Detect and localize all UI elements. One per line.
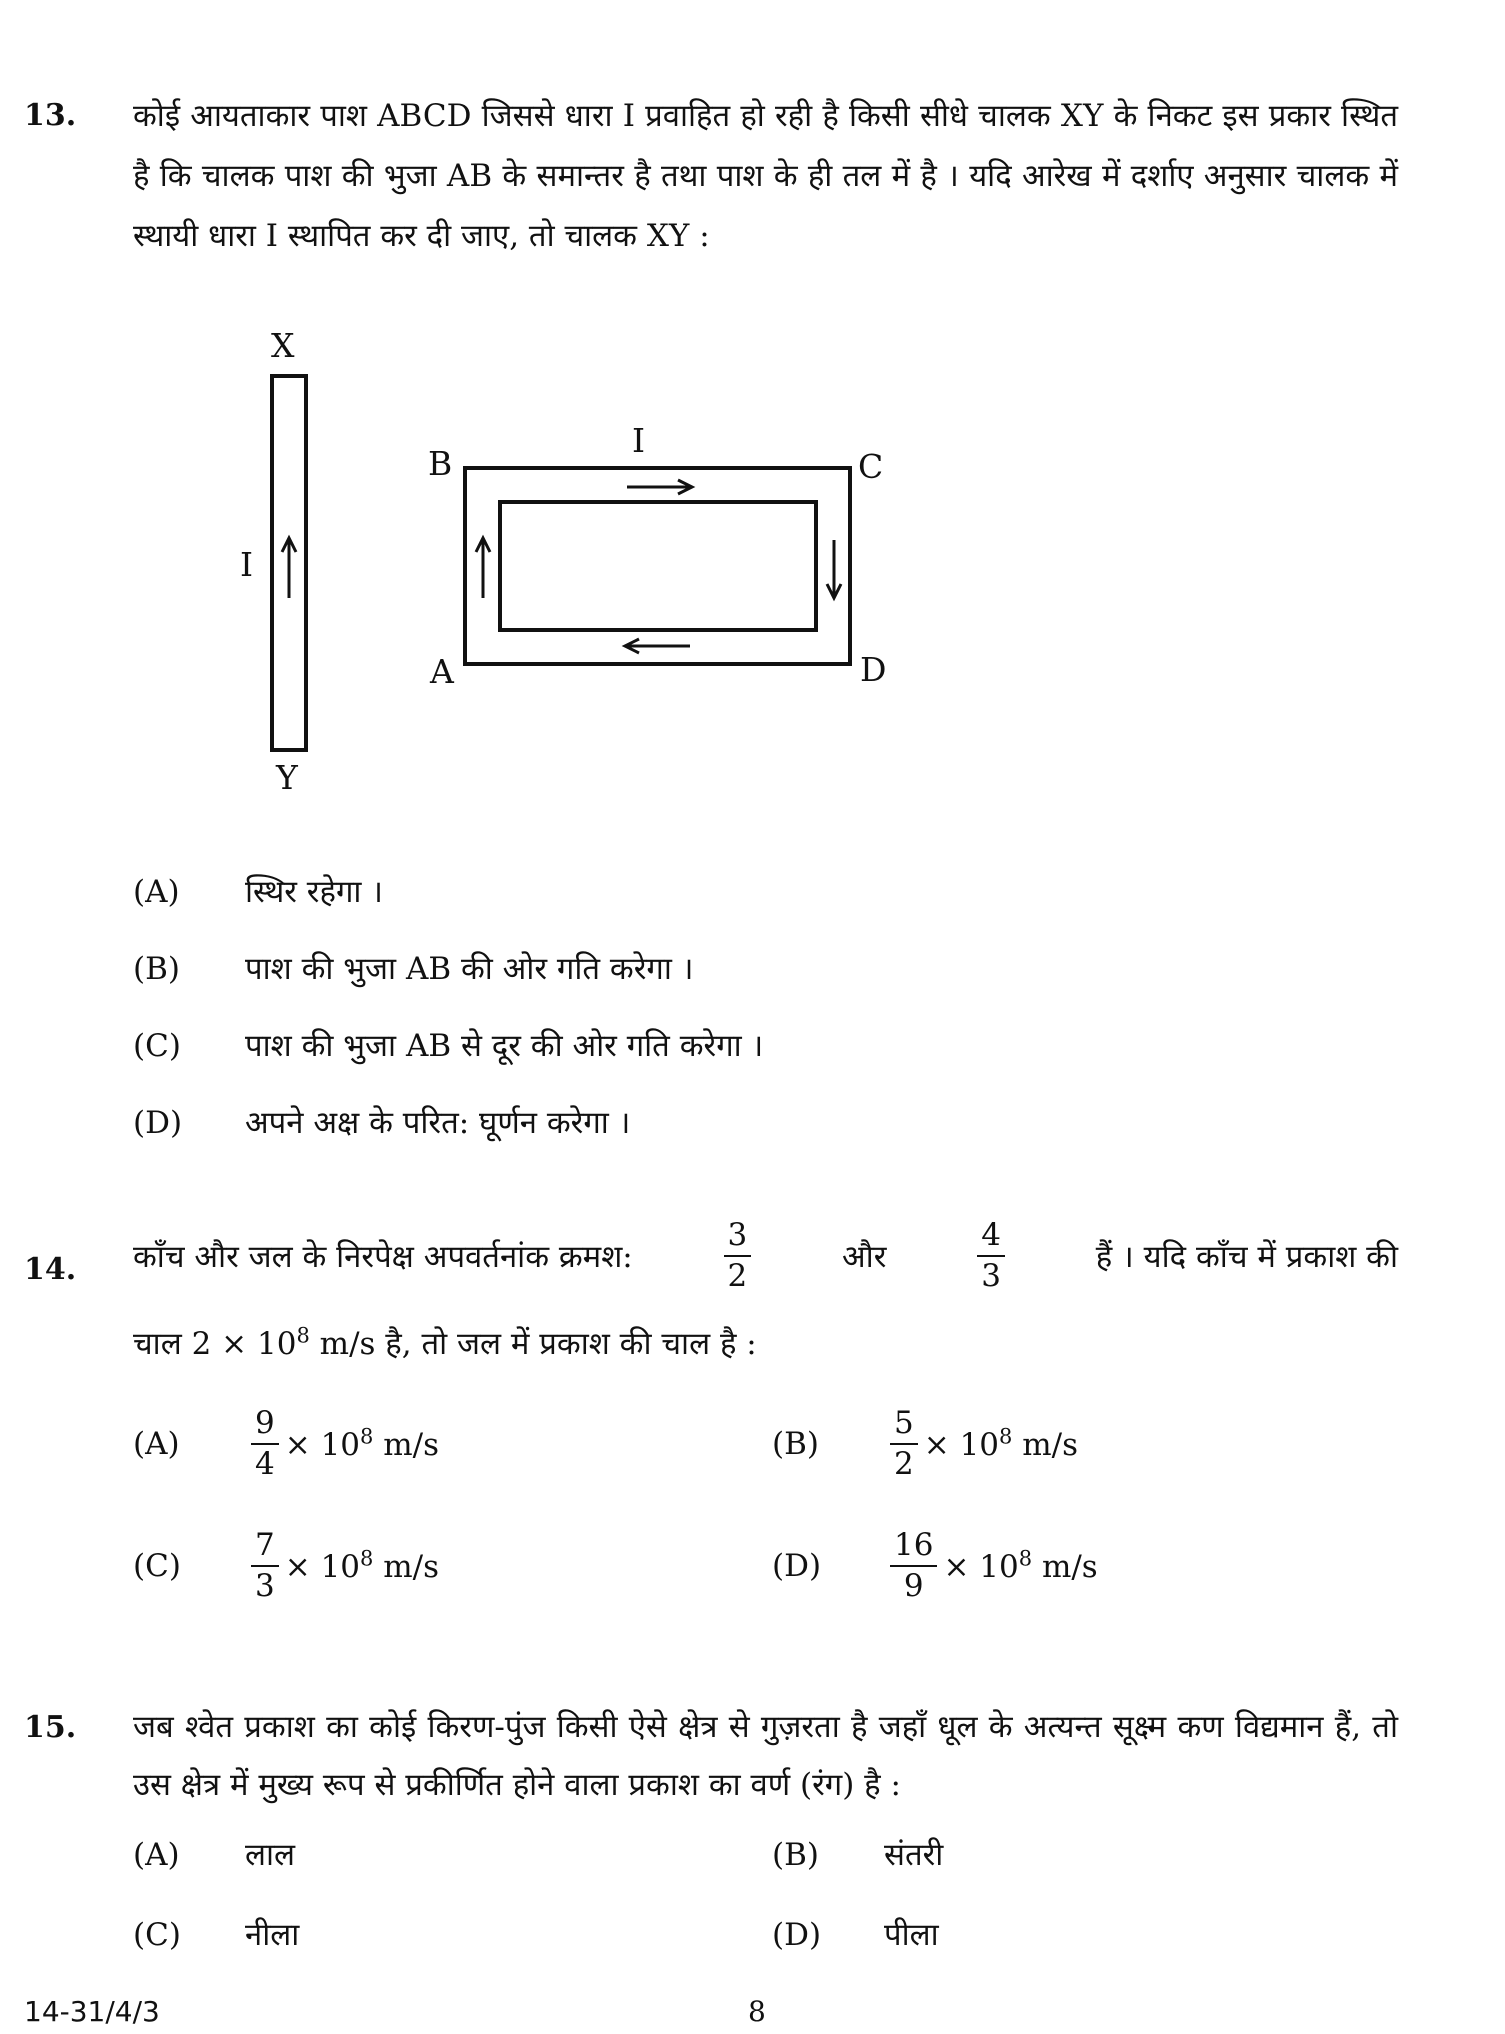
option-label: (A) — [133, 874, 180, 910]
option-label: (C) — [133, 1028, 181, 1064]
option-text: पाश की भुजा AB की ओर गति करेगा । — [245, 951, 694, 987]
q15-option-b[interactable]: (B) संतरी — [772, 1837, 944, 1873]
fraction-water: $\frac{4}{3}$ — [977, 1220, 1005, 1292]
label-x: X — [271, 326, 295, 365]
option-text: नीला — [245, 1917, 300, 1953]
question-number: 13. — [24, 98, 77, 133]
question-text: कोई आयताकार पाश ABCD जिससे धारा I प्रवाहित हो रही है किसी सीधे चालक XY के निकट इस प्रकार स्थित है कि चालक पाश की भुजा AB के समान्तर है तथा पाश के ही तल में है । यदि आरेख में दर्शाए अनुसार चालक में स्थायी धारा I स्थापित कर दी जाए, तो चालक XY : — [133, 98, 1398, 254]
loop-outer — [465, 468, 850, 664]
question-text-pre: काँच और जल के निरपेक्ष अपवर्तनांक क्रमश: — [133, 1239, 633, 1275]
loop-inner — [500, 502, 816, 630]
q13-option-b[interactable] — [133, 947, 693, 989]
option-text: अपने अक्ष के परित: घूर्णन करेगा । — [245, 1105, 631, 1141]
label-a: A — [430, 652, 454, 691]
option-label: (D) — [133, 1105, 183, 1141]
q14-option-c[interactable]: (C) $\frac{7}{3}$ × $10^8$ m/s — [133, 1527, 439, 1604]
q13-option-c[interactable] — [133, 1024, 763, 1066]
q14-option-d[interactable]: (D) $\frac{16}{9}$ × $10^8$ m/s — [772, 1527, 1098, 1604]
label-d: D — [860, 650, 887, 689]
q15-option-d[interactable]: (D) पीला — [772, 1917, 939, 1953]
question-text-line2: चाल $2 \times 10^8$ m/s है, तो जल में प्रकाश की चाल है : — [133, 1323, 757, 1362]
option-text: पाश की भुजा AB से दूर की ओर गति करेगा । — [245, 1028, 764, 1064]
label-b: B — [428, 444, 453, 483]
question-text-line1 — [133, 1217, 1398, 1294]
question-text: जब श्वेत प्रकाश का कोई किरण-पुंज किसी ऐसे क्षेत्र से गुज़रता है जहाँ धूल के अत्यन्त सूक्ष्म कण विद्यमान हैं, तो उस क्षेत्र में मुख्य रूप से प्रकीर्णित होने वाला प्रकाश का वर्ण (रंग) है : — [133, 1709, 1398, 1803]
option-text: संतरी — [884, 1837, 944, 1873]
page-number: 8 — [748, 1995, 766, 2028]
option-label: (B) — [133, 951, 180, 987]
q13-option-d[interactable] — [133, 1101, 630, 1143]
q13-option-a[interactable] — [133, 870, 383, 912]
fraction-glass: $\frac{3}{2}$ — [724, 1220, 752, 1292]
label-y: Y — [276, 758, 298, 797]
question-number: 15. — [24, 1710, 77, 1745]
option-text: स्थिर रहेगा । — [245, 874, 384, 910]
label-i-loop: I — [632, 421, 646, 460]
q15-option-a[interactable]: (A) लाल — [133, 1837, 296, 1873]
label-c: C — [858, 447, 884, 486]
option-text: लाल — [245, 1837, 296, 1873]
question-text-post: हैं । यदि काँच में प्रकाश की — [1095, 1239, 1398, 1275]
label-i-wire: I — [240, 545, 254, 584]
circuit-diagram — [0, 0, 1505, 820]
q15-option-c[interactable]: (C) नीला — [133, 1917, 300, 1953]
question-text-and: और — [842, 1239, 887, 1275]
paper-code: 14-31/4/3 — [24, 1995, 160, 2028]
q14-option-b[interactable]: (B) $\frac{5}{2}$ × $10^8$ m/s — [772, 1405, 1078, 1482]
q14-option-a[interactable]: (A) $\frac{9}{4}$ × $10^8$ m/s — [133, 1405, 439, 1482]
option-text: पीला — [884, 1917, 939, 1953]
question-number: 14. — [24, 1252, 77, 1287]
